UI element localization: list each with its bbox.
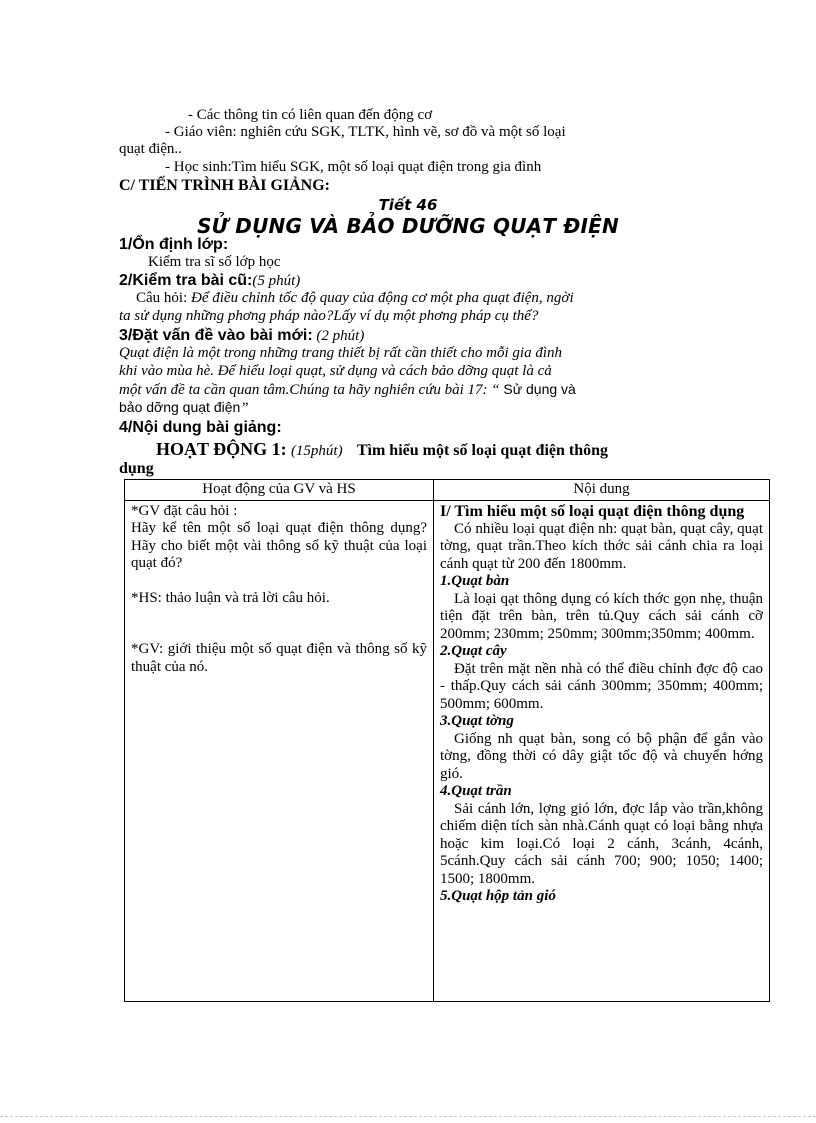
activity-table	[124, 479, 770, 1002]
intro-line-4: - Học sinh:Tìm hiểu SGK, một số loại quạt điện trong gia đình	[165, 159, 542, 175]
lesson-ref-bold: Sử dụng và	[503, 381, 576, 397]
content-cell	[434, 500, 770, 1001]
section-c-heading: C/ TIẾN TRÌNH BÀI GIẢNG:	[119, 177, 331, 194]
activity-label: HOẠT ĐỘNG 1:	[156, 439, 287, 459]
lesson-number: Tiết 46	[378, 196, 438, 214]
section-4-heading: 4/Nội dung bài giảng:	[119, 419, 282, 436]
section-3-para-line-4	[119, 399, 249, 417]
section-2-time: (5 phút)	[252, 273, 301, 289]
gv-question-text: Hãy kể tên một số loại quạt điện thông dụng? Hãy cho biết một vài thông số kỹ thuật của loại quạt đó?	[131, 520, 427, 571]
question-text-1: Để điều chỉnh tốc độ quay của động cơ một pha quạt điện, ngời	[191, 290, 574, 306]
fan-type-4-title: 4.Quạt trần	[440, 783, 512, 799]
gv-question: *GV đặt câu hỏi :	[131, 502, 238, 519]
activity-1-heading	[156, 439, 608, 461]
col-header-content: Nội dung	[434, 480, 770, 501]
activity-time: (15phút)	[290, 443, 343, 459]
section-2-question-line-1	[136, 290, 574, 307]
content-intro: Có nhiều loại quạt điện nh: quạt bàn, quạt cây, quạt tờng, quạt trần.Theo kích thớc sải cánh chia ra loại cánh quạt từ 200 đến 1800mm.	[440, 520, 763, 572]
table-header-row	[125, 480, 770, 501]
fan-type-3-desc: Giống nh quạt bàn, song có bộ phận để gắn vào tờng, đồng thời có dây giật tốc độ và chuyển hớng gió.	[440, 730, 763, 782]
activity-title: Tìm hiểu một số loại quạt điện thông	[356, 442, 609, 459]
fan-type-2-desc: Đặt trên mặt nền nhà có thể điều chỉnh đợc độ cao - thấp.Quy cách sải cánh 300mm; 350mm; 400mm; 500mm; 600mm.	[440, 660, 763, 712]
section-3-para-line-3	[119, 381, 576, 399]
question-label: Câu hỏi:	[136, 290, 188, 306]
lesson-ref-bold-2: bảo dỡng quạt điện	[119, 399, 241, 415]
hs-discuss: *HS: thảo luận và trả lời câu hỏi.	[131, 589, 330, 606]
section-3-para-line-2: khi vào mùa hè. Để hiểu loại quạt, sử dụng và cách bảo dỡng quạt là cả	[119, 363, 552, 379]
section-2-question-line-2: ta sử dụng những phơng pháp nào?Lấy ví dụ một phơng pháp cụ thể?	[119, 308, 539, 324]
lesson-title: SỬ DỤNG VÀ BẢO DƯỠNG QUẠT ĐIỆN	[197, 214, 619, 238]
section-3-time: (2 phút)	[316, 328, 365, 344]
fan-type-3-title: 3.Quạt tờng	[440, 713, 514, 729]
section-2-heading: 2/Kiểm tra bài cũ:	[119, 272, 253, 289]
section-2-heading-line	[119, 272, 300, 290]
activity-cell	[125, 500, 434, 1001]
section-3-para-line-1: Quạt điện là một trong những trang thiết bị rất cần thiết cho mỗi gia đình	[119, 345, 563, 361]
section-1-text: Kiểm tra sĩ số lớp học	[148, 254, 281, 270]
col-header-activity: Hoạt động của GV và HS	[125, 480, 434, 501]
fan-type-1-desc: Là loại qạt thông dụng có kích thớc gọn nhẹ, thuận tiện đặt trên bàn, trên tủ.Quy cách sải cánh cỡ 200mm; 230mm; 250mm; 300mm;350mm; 400mm.	[440, 590, 763, 642]
lesson-ref-close: ”	[240, 400, 249, 416]
content-heading: I/ Tìm hiểu một số loại quạt điện thông dụng	[440, 502, 745, 520]
section-3-para-text-3: một vấn đề ta cần quan tâm.Chúng ta hãy nghiên cứu bài 17: “	[119, 382, 500, 398]
intro-line-2: - Giáo viên: nghiên cứu SGK, TLTK, hình vẽ, sơ đồ và một số loại	[165, 124, 566, 140]
fan-type-5-title: 5.Quạt hộp tản gió	[440, 888, 556, 904]
fan-type-4-desc: Sải cánh lớn, lợng gió lớn, đợc lắp vào trần,không chiếm diện tích sàn nhà.Cánh quạt có loại bằng nhựa hoặc kim loại.Có loại 2 cánh, 3cánh, 4cánh, 5cánh.Quy cách sải cánh 700; 900; 1050; 1400; 1500; 1800mm.	[440, 800, 763, 887]
section-3-heading: 3/Đặt vấn đề vào bài mới:	[119, 327, 313, 344]
table-row	[125, 500, 770, 1001]
intro-line-1: - Các thông tin có liên quan đến động cơ	[188, 107, 433, 123]
fan-type-2-title: 2.Quạt cây	[440, 643, 507, 659]
page-bottom-rule	[0, 1116, 816, 1117]
section-1-heading: 1/Ổn định lớp:	[119, 236, 229, 253]
section-3-heading-line	[119, 327, 364, 345]
activity-title-cont: dụng	[119, 460, 154, 477]
fan-type-1-title: 1.Quạt bàn	[440, 573, 510, 589]
gv-introduce: *GV: giới thiệu một số quạt điện và thông số kỹ thuật của nó.	[131, 641, 427, 675]
intro-line-3: quạt điện..	[119, 141, 182, 157]
